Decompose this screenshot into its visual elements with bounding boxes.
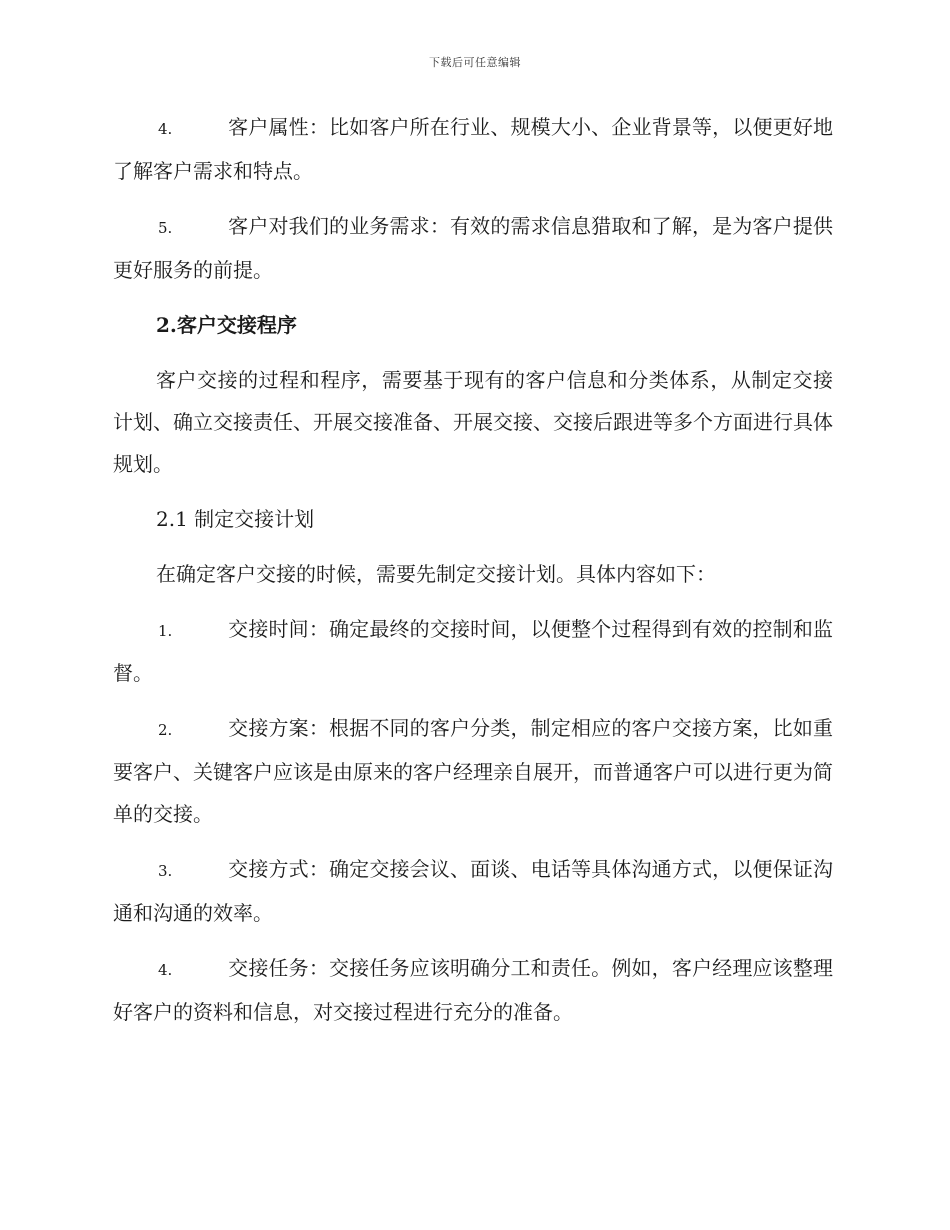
list-item-handover-method [113, 848, 833, 934]
list-item-customer-attributes [113, 106, 833, 192]
list-number: 5. [158, 219, 173, 237]
section-heading-handover-procedure: 2.客户交接程序 [156, 313, 297, 337]
list-text: 交接时间：确定最终的交接时间，以便整个过程得到有效的控制和监督。 [113, 617, 833, 685]
list-item-handover-scheme [113, 707, 833, 835]
list-text: 客户对我们的业务需求：有效的需求信息猎取和了解，是为客户提供更好服务的前提。 [113, 214, 833, 282]
paragraph-handover-procedure: 客户交接的过程和程序，需要基于现有的客户信息和分类体系，从制定交接计划、确立交接责任、开展交接准备、开展交接、交接后跟进等多个方面进行具体规划。 [113, 368, 833, 476]
list-number: 3. [158, 862, 173, 880]
subsection-heading-handover-plan: 2.1 制定交接计划 [156, 507, 315, 531]
list-number: 1. [158, 622, 173, 640]
page-header-note: 下载后可任意编辑 [429, 56, 521, 69]
list-item-handover-time [113, 608, 833, 694]
list-text: 交接任务：交接任务应该明确分工和责任。例如，客户经理应该整理好客户的资料和信息，对交接过程进行充分的准备。 [113, 956, 833, 1024]
document-body [113, 106, 833, 1046]
list-text: 客户属性：比如客户所在行业、规模大小、企业背景等，以便更好地了解客户需求和特点。 [113, 115, 833, 183]
list-text: 交接方案：根据不同的客户分类，制定相应的客户交接方案，比如重要客户、关键客户应该是由原来的客户经理亲自展开，而普通客户可以进行更为简单的交接。 [113, 716, 833, 826]
list-number: 2. [158, 721, 173, 739]
list-number: 4. [158, 961, 173, 979]
list-item-handover-tasks [113, 947, 833, 1033]
list-item-business-needs [113, 205, 833, 291]
list-text: 交接方式：确定交接会议、面谈、电话等具体沟通方式，以便保证沟通和沟通的效率。 [113, 857, 833, 925]
list-number: 4. [158, 120, 173, 138]
paragraph-handover-plan-intro: 在确定客户交接的时候，需要先制定交接计划。具体内容如下： [156, 562, 716, 586]
